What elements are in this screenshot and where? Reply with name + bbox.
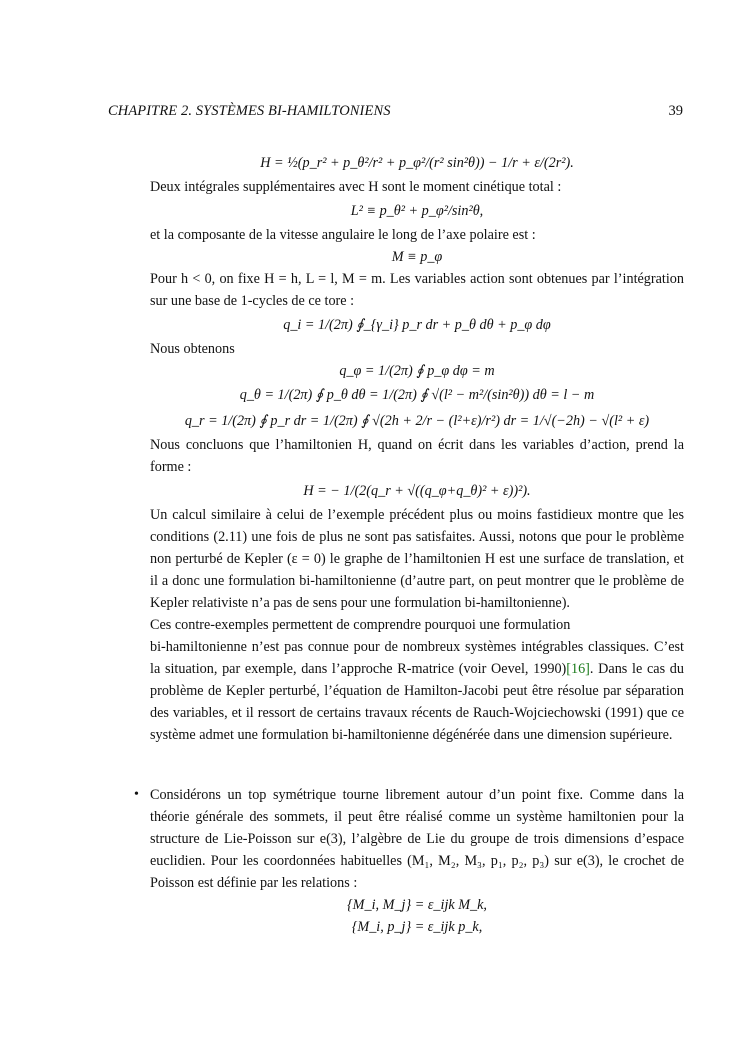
equation-action-variables: q_i = 1/(2π) ∮_{γ_i} p_r dr + p_θ dθ + p_φ dφ [283,317,551,333]
page-number: 39 [668,103,683,119]
paragraph-line: Ces contre-exemples permettent de comprendre pourquoi une formulation [150,617,571,633]
page-header [108,103,683,121]
equation-q-phi: q_φ = 1/(2π) ∮ p_φ dφ = m [339,363,495,379]
paragraph: et la composante de la vitesse angulaire le long de l’axe polaire est : [150,227,536,243]
chapter-title: CHAPITRE 2. SYSTÈMES BI-HAMILTONIENS [108,103,391,119]
equation-hamiltonian: H = ½(p_r² + p_θ²/r² + p_φ²/(r² sin²θ)) − 1/r + ε/(2r²). [260,155,574,171]
equation-polar-component: M ≡ p_φ [391,249,443,265]
paragraph: Nous concluons que l’hamiltonien H, quand on écrit dans les variables d’action, prend la forme : [150,437,684,475]
equation-poisson-Mp: {M_i, p_j} = ε_ijk p_k, [351,919,483,935]
bullet-icon: • [134,787,139,802]
equation-q-r: q_r = 1/(2π) ∮ p_r dr = 1/(2π) ∮ √(2h + 2/r − (l²+ε)/r²) dr = 1/√(−2h) − √(l² + ε) [184,413,650,429]
equation-q-theta: q_θ = 1/(2π) ∮ p_θ dθ = 1/(2π) ∮ √(l² − m²/(sin²θ)) dθ = l − m [239,387,595,403]
bullet-item [134,784,684,938]
equation-poisson-MM: {M_i, M_j} = ε_ijk M_k, [347,897,487,913]
citation-link[interactable]: [16] [566,661,590,677]
equation-hamiltonian-action: H = − 1/(2(q_r + √((q_φ+q_θ)² + ε))²). [303,483,531,499]
paragraph-text: . Dans le cas du problème de Kepler perturbé, l’équation de Hamilton-Jacobi peut être résolue par séparation des variables, et il ressort de certains travaux récents de Rauch-Wojciechowski (1991) que ce système admet une formulation bi-hamiltonienne dégénérée dans une dimension supérieure. [150,661,684,743]
paragraph: Deux intégrales supplémentaires avec H sont le moment cinétique total : [150,179,562,195]
paragraph [150,614,684,746]
paragraph-text: bi-hamiltonienne n’est pas connue pour de nombreux systèmes intégrables classiques. C’est la situation, par exemple, dans l’approche R-matrice (voir Oevel, 1990) [150,639,684,677]
equation-angular-momentum: L² ≡ p_θ² + p_φ²/sin²θ, [350,203,484,219]
paragraph: Considérons un top symétrique tourne librement autour d’un point fixe. Comme dans la théorie générale des sommets, il peut être réalisé comme un système hamiltonien pour la structure de Lie-Poisson sur e(3), l’algèbre de Lie du groupe de trois dimensions d’espace euclidien. Pour les coordonnées habituelles (M₁, M₂, M₃, p₁, p₂, p₃) sur e(3), le crochet de Poisson est définie par les relations : [150,787,684,891]
paragraph: Nous obtenons [150,341,235,357]
page-body [134,150,684,938]
paragraph: Un calcul similaire à celui de l’exemple précédent plus ou moins fastidieux montre que les conditions (2.11) une fois de plus ne sont pas satisfaites. Aussi, notons que pour le problème non perturbé de Kepler (ε = 0) le graphe de l’hamiltonien H est une surface de translation, et il a donc une formulation bi-hamiltonienne (d’autre part, on peut montrer que le problème de Kepler relativiste n’a pas de sens pour une formulation bi-hamiltonienne). [150,507,684,611]
paragraph: Pour h < 0, on fixe H = h, L = l, M = m. Les variables action sont obtenues par l’intégration sur une base de 1-cycles de ce tore : [150,271,684,309]
